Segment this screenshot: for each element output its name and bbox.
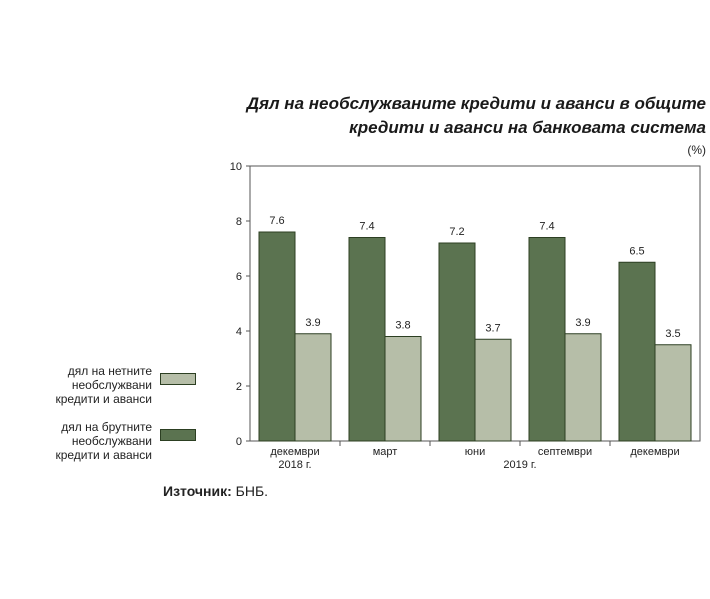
- data-label-net: 3.9: [305, 316, 321, 329]
- bar-gross: [349, 238, 385, 442]
- data-label-gross: 7.6: [269, 215, 285, 227]
- y-tick-label: 2: [235, 381, 242, 393]
- unit-label: (%): [687, 143, 706, 157]
- data-label-net: 3.8: [395, 319, 411, 332]
- bar-net: [655, 345, 691, 441]
- data-label-gross: 6.5: [629, 245, 645, 258]
- bar-gross: [619, 262, 655, 441]
- x-group-label: 2018 г.: [278, 459, 312, 471]
- y-tick-label: 6: [235, 271, 242, 283]
- source-value: БНБ.: [235, 483, 269, 499]
- chart-title-line-2: кредити и аванси на банковата система: [349, 118, 706, 137]
- legend-label-net: дял на нетните необслужвани кредити и аванси: [55, 364, 152, 406]
- legend-swatch-gross: [160, 429, 196, 441]
- legend-item-gross: [40, 420, 200, 468]
- y-tick-label: 10: [229, 161, 242, 173]
- data-label-gross: 7.4: [359, 220, 375, 233]
- bar-gross: [259, 232, 295, 441]
- y-tick-label: 8: [235, 216, 242, 228]
- x-tick-label: декември: [270, 446, 320, 458]
- source-label: Източник:: [163, 483, 232, 499]
- y-tick-label: 0: [235, 436, 242, 448]
- source-note: [163, 483, 268, 499]
- data-label-net: 3.5: [665, 327, 681, 340]
- data-label-net: 3.7: [485, 322, 501, 335]
- bar-net: [385, 337, 421, 442]
- y-tick-label: 4: [235, 326, 242, 338]
- chart-title-line-1: Дял на необслужваните кредити и аванси в общите: [246, 94, 706, 113]
- x-group-label: 2019 г.: [503, 459, 537, 471]
- x-tick-label: юни: [464, 446, 486, 458]
- x-tick-label: декември: [630, 446, 680, 458]
- legend-label-gross: дял на брутните необслужвани кредити и аванси: [55, 420, 152, 462]
- x-tick-label: март: [372, 446, 398, 458]
- bar-gross: [529, 238, 565, 442]
- bar-net: [565, 334, 601, 441]
- x-tick-label: септември: [537, 446, 593, 458]
- legend-item-net: [40, 364, 200, 412]
- bar-net: [295, 334, 331, 441]
- bar-net: [475, 339, 511, 441]
- data-label-gross: 7.2: [449, 226, 465, 238]
- data-label-net: 3.9: [575, 316, 591, 329]
- data-label-gross: 7.4: [539, 220, 555, 233]
- bar-gross: [439, 243, 475, 441]
- legend-swatch-net: [160, 373, 196, 385]
